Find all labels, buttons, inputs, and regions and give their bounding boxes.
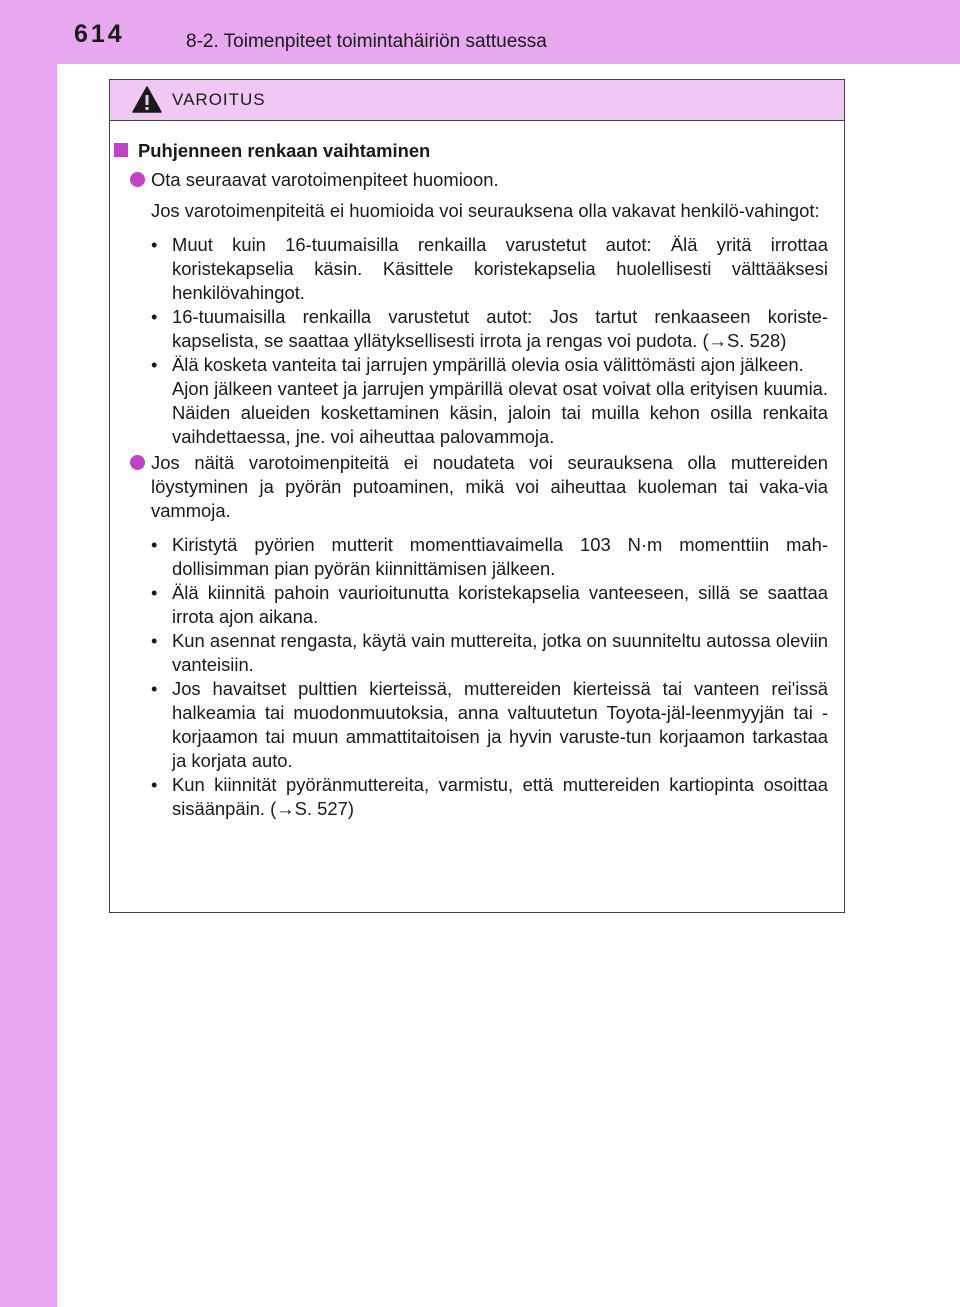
bullet-mark: • <box>151 774 158 795</box>
paragraph: Jos varotoimenpiteitä ei huomioida voi seurauksena olla vakavat henkilö-vahingot: <box>151 200 820 221</box>
square-bullet-icon <box>114 143 128 157</box>
warning-triangle-icon <box>132 86 162 113</box>
warning-content <box>110 121 844 821</box>
bullet-mark: • <box>151 306 158 327</box>
list-item-text <box>172 677 828 773</box>
list-item-line: 16-tuumaisilla renkailla varustetut autot: Jos tartut renkaaseen koriste-kapselista, se saattaa yllätyksellisesti irrota ja rengas voi pudota. (→S. 528) <box>172 306 828 351</box>
warning-box <box>109 79 845 913</box>
list-item <box>151 353 828 449</box>
warning-header <box>110 80 844 121</box>
list-item <box>151 233 828 305</box>
list-item-text <box>172 233 828 305</box>
warning-heading <box>114 139 828 163</box>
list-item-extra: Ajon jälkeen vanteet ja jarrujen ympärillä olevat osat voivat olla erityisen kuumia. Näiden alueiden koskettaminen käsin, jaloin tai muilla kehon osilla renkaita vaihdettaessa, jne. voi aiheuttaa palovammoja. <box>172 378 828 447</box>
list-item-line: Älä kosketa vanteita tai jarrujen ympärillä olevia osia välittömästi ajon jälkeen. <box>172 354 804 375</box>
bullet-item-1 <box>130 168 828 192</box>
list-item-line: Muut kuin 16-tuumaisilla renkailla varustetut autot: Älä yritä irrottaa koristekapselia käsin. Käsittele koristekapselia huolellisesti välttääksesi henkilövahingot. <box>172 234 828 303</box>
bullet-mark: • <box>151 354 158 375</box>
list-item <box>151 629 828 677</box>
circle-bullet-icon <box>130 172 145 187</box>
list-item <box>151 581 828 629</box>
list-item <box>151 533 828 581</box>
side-color-band <box>0 0 57 1307</box>
list-item <box>151 773 828 821</box>
circle-bullet-icon <box>130 455 145 470</box>
heading-text: Puhjenneen renkaan vaihtaminen <box>138 140 431 161</box>
list-item-text <box>172 305 828 353</box>
bullet-text: Ota seuraavat varotoimenpiteet huomioon. <box>151 169 499 190</box>
header-rule <box>57 64 960 67</box>
bullet-mark: • <box>151 630 158 651</box>
bullet-mark: • <box>151 678 158 699</box>
bullet-mark: • <box>151 534 158 555</box>
bullet-mark: • <box>151 582 158 603</box>
warning-label: VAROITUS <box>172 90 266 109</box>
bullet-text: Jos näitä varotoimenpiteitä ei noudateta voi seurauksena olla muttereiden löystyminen ja pyörän putoaminen, mikä voi aiheuttaa kuoleman tai vaka-via vammoja. <box>151 452 828 521</box>
list-item-line: Älä kiinnitä pahoin vaurioitunutta koristekapselia vanteeseen, sillä se saattaa irrota ajon aikana. <box>172 582 828 627</box>
bullet-mark: • <box>151 234 158 255</box>
list-item-text <box>172 353 828 449</box>
list-item-line: Jos havaitset pulttien kierteissä, muttereiden kierteissä tai vanteen rei'issä halkeamia tai muodonmuutoksia, anna valtuutetun Toyota-jäl-leenmyyjän tai -korjaamon tai muun ammattitaitoisen ja hyvin varuste-tun korjaamon tarkastaa ja korjata auto. <box>172 678 828 771</box>
list-item-text <box>172 773 828 821</box>
list-item-text <box>172 581 828 629</box>
sub-list-2 <box>151 533 828 821</box>
page-number: 614 <box>74 20 125 48</box>
list-item <box>151 677 828 773</box>
list-item-line: Kiristytä pyörien mutterit momenttiavaimella 103 N·m momenttiin mah-dollisimman pian pyörän kiinnittämisen jälkeen. <box>172 534 828 579</box>
list-item-line: Kun asennat rengasta, käytä vain muttereita, jotka on suunniteltu autossa oleviin vanteisiin. <box>172 630 828 675</box>
sub-list-1 <box>151 233 828 449</box>
bullet-item-2 <box>130 451 828 523</box>
list-item <box>151 305 828 353</box>
section-title: 8-2. Toimenpiteet toimintahäiriön sattuessa <box>186 31 547 52</box>
list-item-text <box>172 629 828 677</box>
list-item-text <box>172 533 828 581</box>
list-item-line: Kun kiinnität pyöränmuttereita, varmistu, että muttereiden kartiopinta osoittaa sisäänpäin. (→S. 527) <box>172 774 828 819</box>
